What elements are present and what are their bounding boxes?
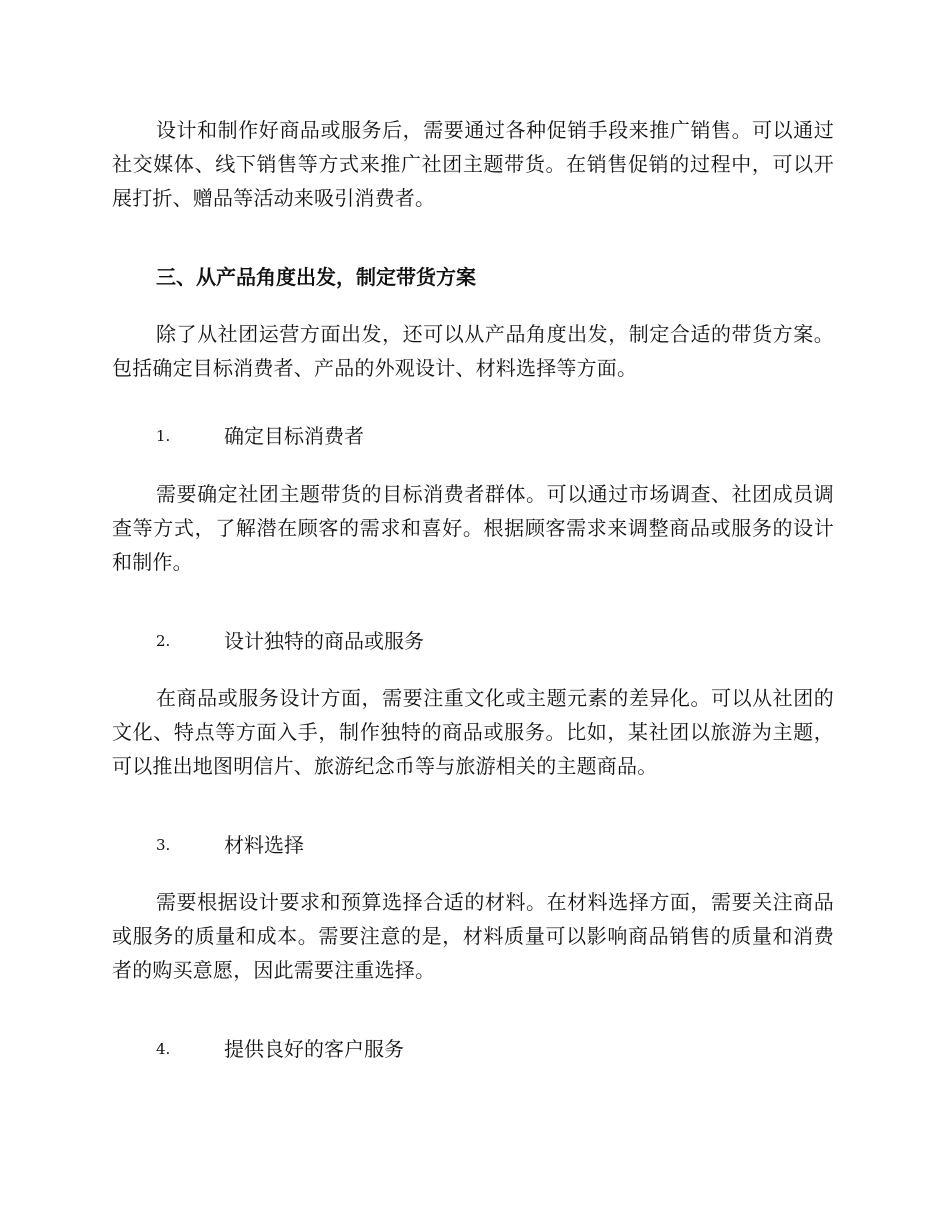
paragraph-unique-design: 在商品或服务设计方面，需要注重文化或主题元素的差异化。可以从社团的文化、特点等方面入手，制作独特的商品或服务。比如，某社团以旅游为主题，可以推出地图明信片、旅游纪念币等与旅游相关的主题商品。 — [112, 686, 834, 778]
paragraph-materials: 需要根据设计要求和预算选择合适的材料。在材料选择方面，需要关注商品或服务的质量和成本。需要注意的是，材料质量可以影响商品销售的质量和消费者的购买意愿，因此需要注重选择。 — [112, 890, 834, 982]
list-number: 3. — [156, 836, 171, 854]
list-label: 提供良好的客户服务 — [224, 1037, 404, 1061]
list-item-3 — [156, 828, 836, 862]
list-number: 1. — [156, 427, 171, 445]
paragraph-target-consumers: 需要确定社团主题带货的目标消费者群体。可以通过市场调查、社团成员调查等方式，了解潜在顾客的需求和喜好。根据顾客需求来调整商品或服务的设计和制作。 — [112, 482, 834, 574]
paragraph-product-angle: 除了从社团运营方面出发，还可以从产品角度出发，制定合适的带货方案。包括确定目标消费者、产品的外观设计、材料选择等方面。 — [112, 322, 834, 380]
paragraph-promotion: 设计和制作好商品或服务后，需要通过各种促销手段来推广销售。可以通过社交媒体、线下销售等方式来推广社团主题带货。在销售促销的过程中，可以开展打折、赠品等活动来吸引消费者。 — [112, 118, 834, 210]
list-item-1 — [156, 419, 836, 453]
list-label: 确定目标消费者 — [224, 424, 364, 448]
list-number: 4. — [156, 1040, 171, 1058]
list-item-4 — [156, 1032, 836, 1066]
section-heading-3: 三、从产品角度出发，制定带货方案 — [156, 265, 476, 289]
list-item-2 — [156, 624, 836, 658]
list-label: 材料选择 — [224, 833, 304, 857]
list-number: 2. — [156, 632, 171, 650]
list-label: 设计独特的商品或服务 — [224, 629, 424, 653]
